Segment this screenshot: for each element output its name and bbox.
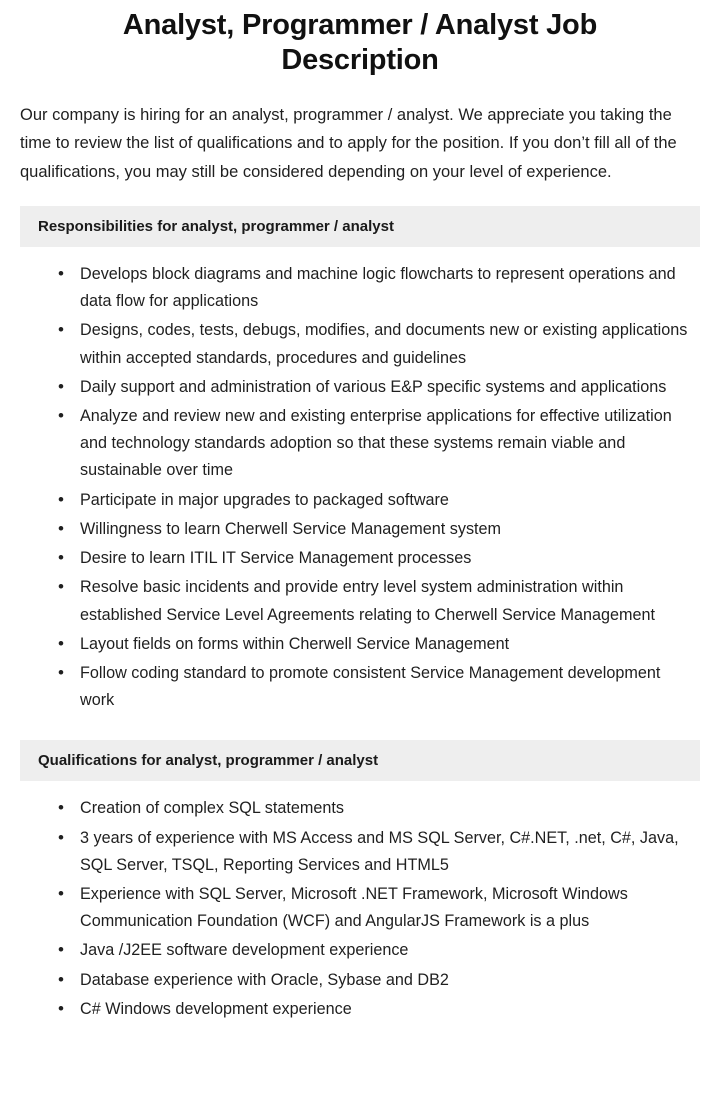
page-title: Analyst, Programmer / Analyst Job Description	[122, 9, 598, 77]
job-description-page	[0, 8, 720, 1059]
responsibilities-heading: Responsibilities for analyst, programmer / analyst	[20, 206, 700, 247]
responsibilities-list	[20, 261, 700, 715]
list-item: • Willingness to learn Cherwell Service Management system	[58, 516, 692, 543]
list-item: • Participate in major upgrades to packaged software	[58, 487, 692, 514]
list-item: • C# Windows development experience	[58, 996, 692, 1023]
qualifications-heading: Qualifications for analyst, programmer / analyst	[20, 740, 700, 781]
list-item: • Analyze and review new and existing enterprise applications for effective utilization and technology standards adoption so that these systems remain viable and sustainable over time	[58, 403, 692, 485]
list-item: • Java /J2EE software development experience	[58, 937, 692, 964]
intro-paragraph: Our company is hiring for an analyst, programmer / analyst. We appreciate you taking the time to review the list of qualifications and to apply for the position. If you don’t fill all of the qualifications, you may still be considered depending on your level of experience.	[20, 105, 677, 181]
qualifications-list	[20, 795, 700, 1023]
list-item: • Desire to learn ITIL IT Service Management processes	[58, 545, 692, 572]
list-item: • Layout fields on forms within Cherwell Service Management	[58, 631, 692, 658]
responsibilities-section	[20, 206, 700, 715]
list-item: • Resolve basic incidents and provide entry level system administration within established Service Level Agreements relating to Cherwell Service Management	[58, 574, 692, 628]
list-item: • 3 years of experience with MS Access and MS SQL Server, C#.NET, .net, C#, Java, SQL Server, TSQL, Reporting Services and HTML5	[58, 825, 692, 879]
list-item: • Daily support and administration of various E&P specific systems and applications	[58, 374, 692, 401]
list-item: • Database experience with Oracle, Sybase and DB2	[58, 967, 692, 994]
qualifications-section	[20, 740, 700, 1023]
list-item: • Creation of complex SQL statements	[58, 795, 692, 822]
list-item: • Designs, codes, tests, debugs, modifies, and documents new or existing applications within accepted standards, procedures and guidelines	[58, 317, 692, 371]
list-item: • Develops block diagrams and machine logic flowcharts to represent operations and data flow for applications	[58, 261, 692, 315]
list-item: • Follow coding standard to promote consistent Service Management development work	[58, 660, 692, 714]
list-item: • Experience with SQL Server, Microsoft .NET Framework, Microsoft Windows Communication Foundation (WCF) and AngularJS Framework is a plus	[58, 881, 692, 935]
